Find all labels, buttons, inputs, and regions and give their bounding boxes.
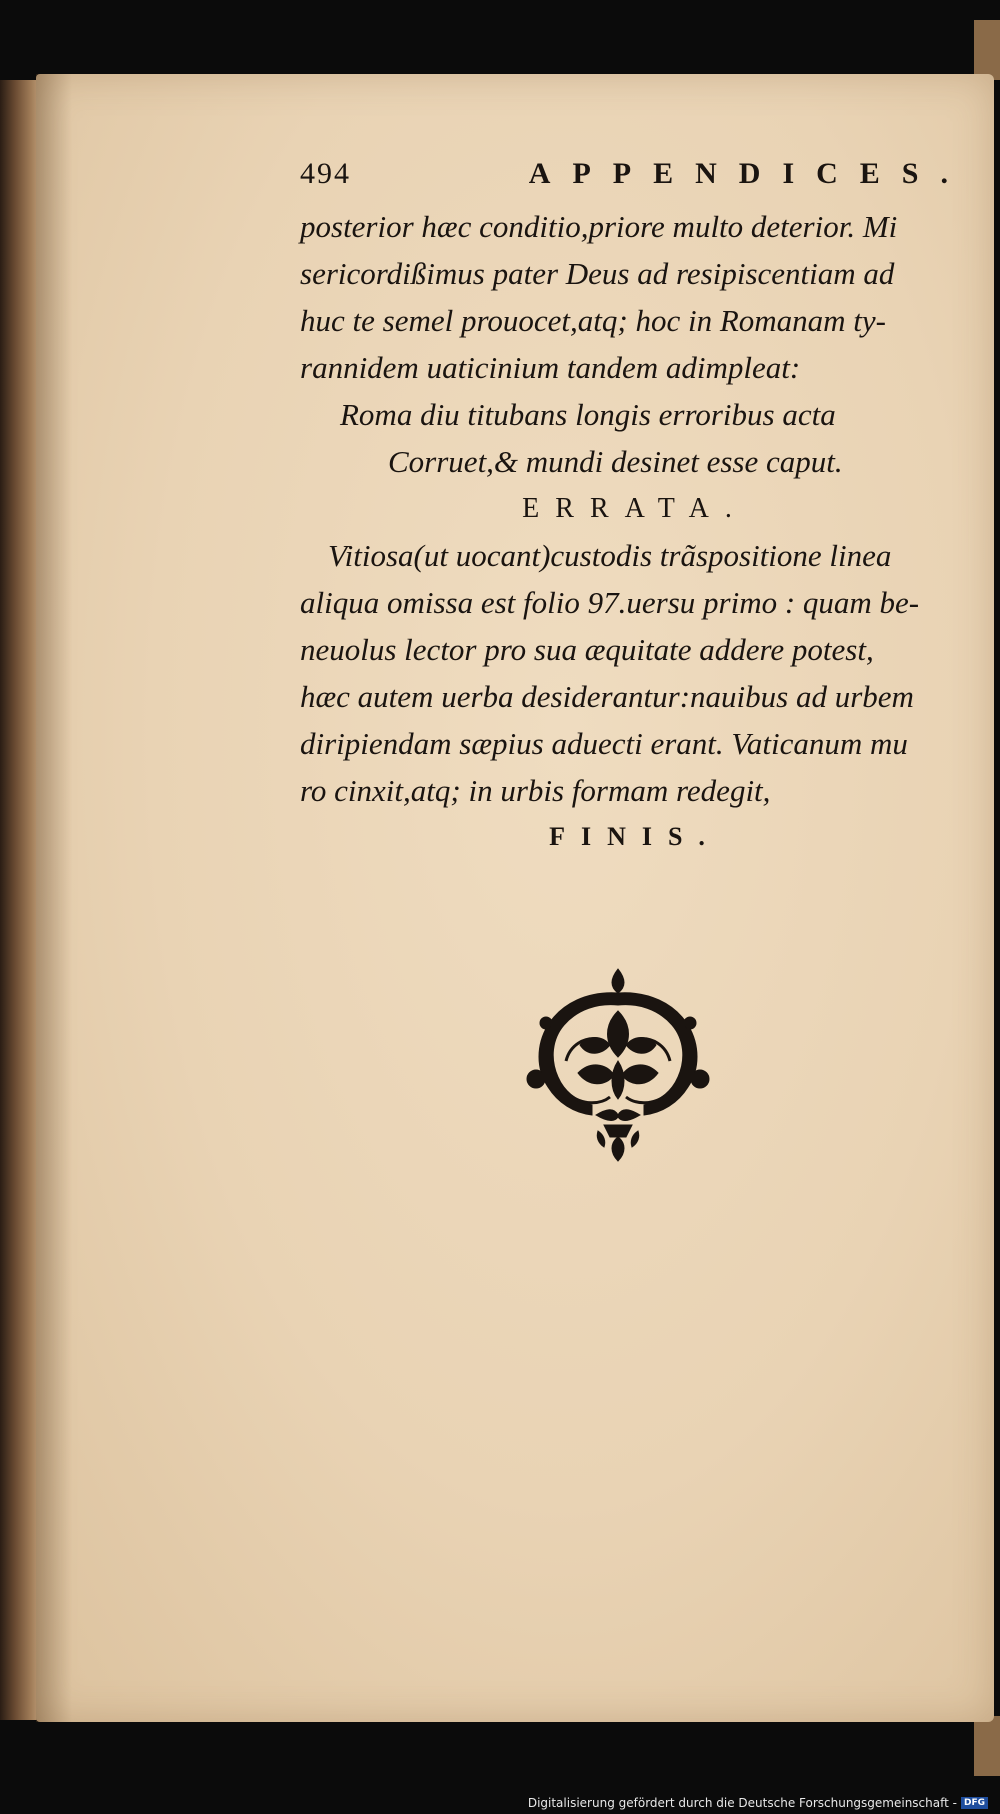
- credit-text: Digitalisierung gefördert durch die Deutsche Forschungsgemeinschaft -: [527, 1796, 957, 1810]
- running-head: [300, 150, 970, 197]
- errata-line: diripiendam sæpius aduecti erant. Vaticanum mu: [300, 726, 908, 761]
- page-number: 494: [300, 157, 351, 190]
- page-gutter: [36, 74, 72, 1722]
- page-clip-bottom: [974, 1716, 1000, 1776]
- errata-line: neuolus lector pro sua æquitate addere potest,: [300, 632, 874, 667]
- errata-line: ro cinxit,atq; in urbis formam redegit,: [300, 773, 771, 808]
- running-title: APPENDICES.: [528, 157, 970, 190]
- dfg-logo: DFG: [961, 1797, 988, 1809]
- errata-line: hæc autem uerba desiderantur:nauibus ad urbem: [300, 679, 914, 714]
- errata-heading: ERRATA.: [522, 493, 748, 524]
- body-line: rannidem uaticinium tandem adimpleat:: [300, 350, 801, 385]
- body-line: sericordißimus pater Deus ad resipiscentiam ad: [300, 256, 895, 291]
- body-line: posterior hæc conditio,priore multo deterior. Mi: [300, 209, 898, 244]
- floral-fleuron-icon: [518, 965, 718, 1165]
- digitization-credit: [528, 1796, 988, 1810]
- body-line: huc te semel prouocet,atq; hoc in Romanam ty-: [300, 303, 886, 338]
- verse-line: Roma diu titubans longis erroribus acta: [340, 397, 836, 432]
- errata-line: aliqua omissa est folio 97.uersu primo : quam be-: [300, 585, 920, 620]
- text-block: [300, 150, 970, 814]
- verse-line: Corruet,& mundi desinet esse caput.: [388, 444, 843, 479]
- finis-text: FINIS.: [549, 822, 721, 851]
- errata-line: Vitiosa(ut uocant)custodis trãspositione linea: [328, 538, 892, 573]
- page-clip-top: [974, 20, 1000, 80]
